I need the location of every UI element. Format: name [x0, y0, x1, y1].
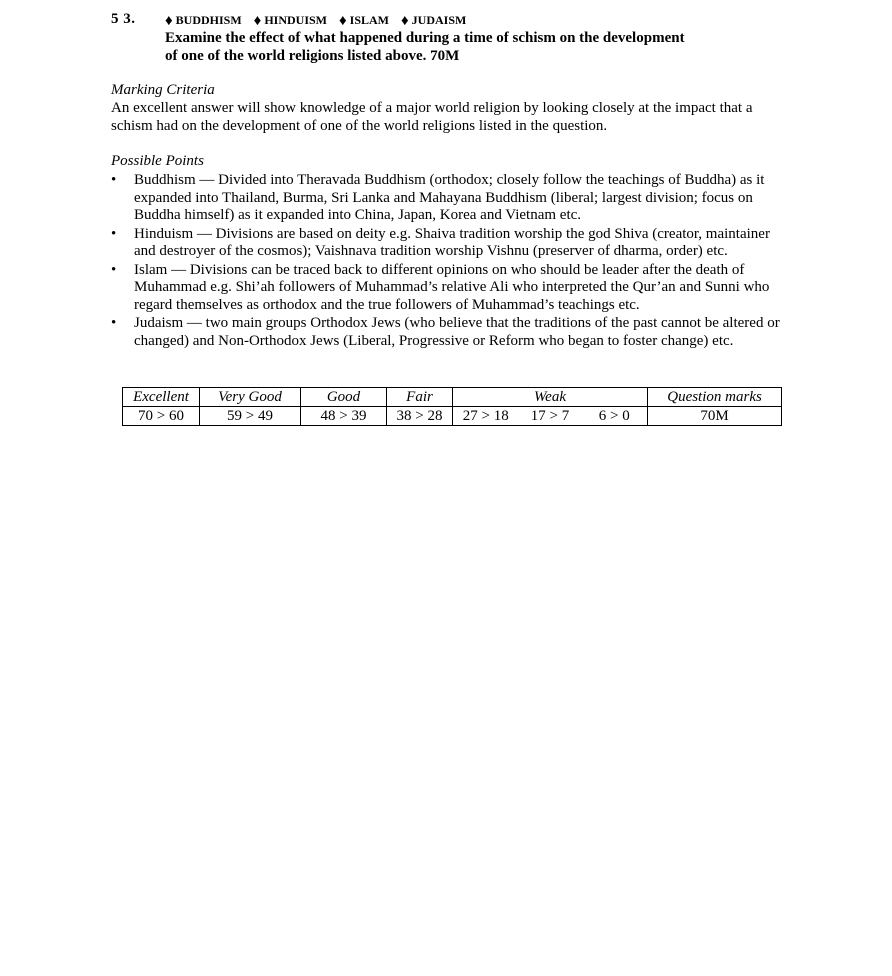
grade-very-good: Very Good [200, 388, 301, 407]
list-item [111, 226, 791, 261]
diamond-bullet-icon: ♦ [165, 13, 173, 29]
range-weak-high: 27 > 18 [453, 407, 519, 426]
point-text: Judaism — two main groups Orthodox Jews (who believe that the traditions of the past cannot be altered or changed) and Non-Orthodox Jews (Liberal, Progressive or Reform who began to foster change) etc. [134, 315, 780, 349]
religion-label: HINDUISM [264, 13, 327, 27]
range-question-marks: 70M [648, 407, 782, 426]
diamond-bullet-icon: ♦ [339, 13, 347, 29]
question-line: of one of the world religions listed above. 70M [165, 47, 460, 64]
grade-header-row [123, 388, 782, 407]
religion-label: BUDDHISM [175, 13, 242, 27]
diamond-bullet-icon: ♦ [401, 13, 409, 29]
marking-criteria-heading: Marking Criteria [111, 82, 215, 98]
range-good: 48 > 39 [301, 407, 387, 426]
marks-table [122, 387, 782, 426]
religion-option [165, 13, 242, 27]
question-prompt [165, 30, 725, 65]
diamond-bullet-icon: ♦ [253, 13, 262, 29]
grade-excellent: Excellent [123, 388, 200, 407]
religion-option [254, 13, 327, 27]
point-text: Islam — Divisions can be traced back to different opinions on who should be leader after the death of Muhammad e.g. Shi’ah followers of Muhammad’s relative Ali who interpreted the Qur’an and Sunni who regard themselves as orthodox and the true followers of Muhammad’s teachings etc. [134, 261, 770, 313]
question-number: 5 3. [111, 11, 136, 27]
list-item [111, 315, 791, 350]
possible-points-list [111, 172, 791, 351]
range-weak-mid: 17 > 7 [519, 407, 582, 426]
point-text: Hinduism — Divisions are based on deity e.g. Shaiva tradition worship the god Shiva (creator, maintainer and destroyer of the cosmos); Vaishnava tradition worship Vishnu (preserver of dharma, order) etc. [134, 225, 770, 259]
religion-label: JUDAISM [411, 13, 467, 27]
range-weak-low: 6 > 0 [582, 407, 648, 426]
grade-question-marks: Question marks [648, 388, 782, 407]
list-item [111, 262, 791, 315]
grade-good: Good [301, 388, 387, 407]
range-very-good: 59 > 49 [200, 407, 301, 426]
bullet-icon: • [111, 315, 117, 331]
bullet-icon: • [111, 172, 117, 188]
range-excellent: 70 > 60 [123, 407, 200, 426]
question-line: Examine the effect of what happened during a time of schism on the development [165, 30, 685, 46]
list-item [111, 172, 791, 225]
possible-points-heading: Possible Points [111, 153, 204, 169]
point-text: Buddhism — Divided into Theravada Buddhism (orthodox; closely follow the teachings of Buddha) as it expanded into Thailand, Burma, Sri Lanka and Mahayana Buddhism (liberal; largest division; focus on Buddha himself) as it expanded into China, Japan, Korea and Vietnam etc. [134, 172, 765, 223]
mark-range-row [123, 407, 782, 426]
range-fair: 38 > 28 [387, 407, 453, 426]
grade-weak: Weak [453, 388, 648, 407]
religion-option [401, 13, 466, 27]
bullet-icon: • [111, 225, 117, 242]
religion-option [339, 13, 389, 27]
marking-criteria-text: An excellent answer will show knowledge of a major world religion by looking closely at the impact that a schism had on the development of one of the world religions listed in the question. [111, 100, 753, 134]
religion-label: ISLAM [349, 13, 389, 27]
religion-options [165, 12, 475, 29]
bullet-icon: • [111, 261, 117, 278]
grade-fair: Fair [387, 388, 453, 407]
